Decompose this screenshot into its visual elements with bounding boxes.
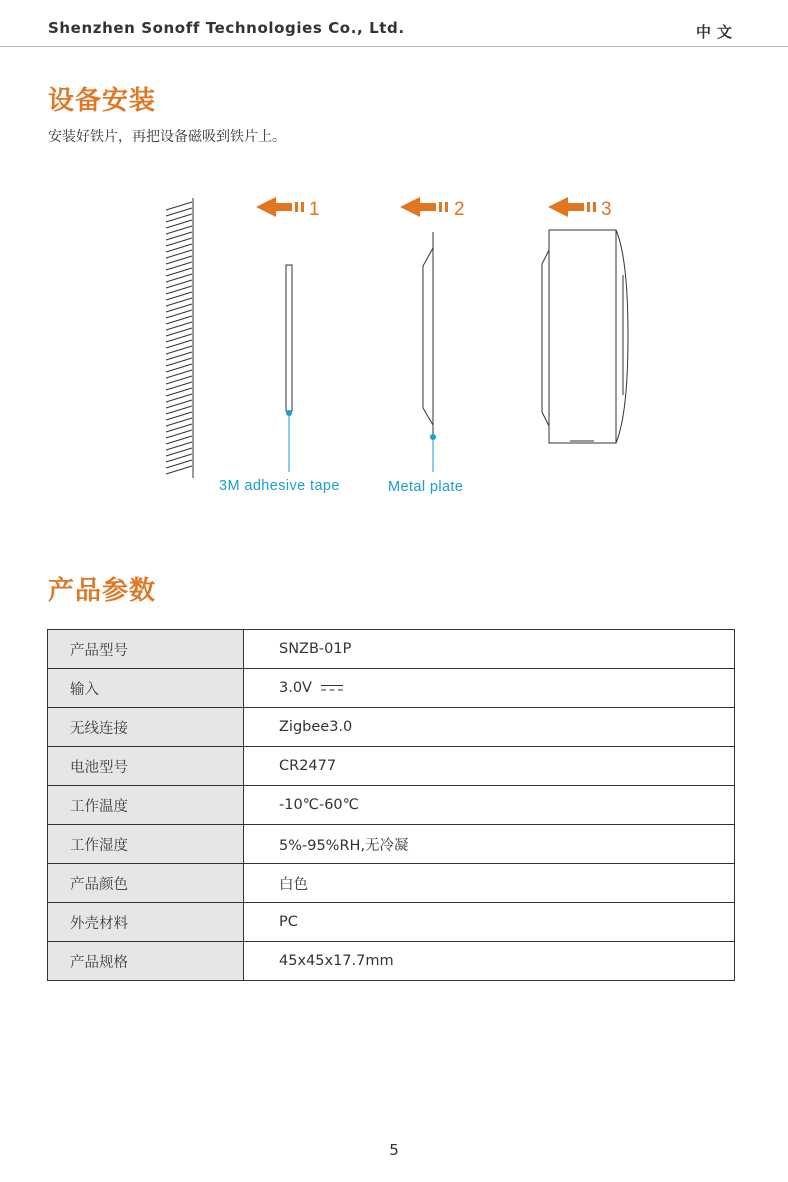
- wall-illustration: [166, 198, 193, 478]
- adhesive-tape-illustration: [286, 265, 292, 472]
- spec-value: CR2477: [244, 747, 735, 786]
- spec-label: 产品规格: [48, 942, 244, 981]
- adhesive-tape-label: 3M adhesive tape: [219, 478, 340, 494]
- table-row: [48, 669, 735, 708]
- spec-value: SNZB-01P: [244, 630, 735, 669]
- metal-plate-pointer-dot: [430, 434, 436, 440]
- specs-section-title: 产品参数: [48, 576, 157, 606]
- language-label: 中文: [695, 23, 738, 41]
- table-row: [48, 747, 735, 786]
- spec-value: 45x45x17.7mm: [244, 942, 735, 981]
- table-row: [48, 864, 735, 903]
- spec-label: 工作温度: [48, 786, 244, 825]
- spec-label: 电池型号: [48, 747, 244, 786]
- install-description: 安装好铁片，再把设备磁吸到铁片上。: [48, 129, 286, 145]
- spec-value: -10℃-60℃: [244, 786, 735, 825]
- step-2-arrow-icon: [400, 197, 448, 217]
- step-1-arrow-icon: [256, 197, 304, 217]
- spec-value: PC: [244, 903, 735, 942]
- step-2-number: 2: [454, 199, 465, 220]
- spec-label: 无线连接: [48, 708, 244, 747]
- spec-label: 输入: [48, 669, 244, 708]
- device-illustration: [542, 230, 628, 443]
- step-3-number: 3: [601, 199, 612, 220]
- spec-table: [47, 629, 735, 981]
- install-section-title: 设备安装: [48, 86, 157, 116]
- step-1-number: 1: [309, 199, 320, 220]
- spec-value: Zigbee3.0: [244, 708, 735, 747]
- dc-symbol-icon: [321, 684, 343, 692]
- installation-diagram-svg: [0, 180, 788, 510]
- spec-label: 产品型号: [48, 630, 244, 669]
- spec-value: 5%-95%RH,无冷凝: [244, 825, 735, 864]
- table-row: [48, 786, 735, 825]
- metal-plate-label: Metal plate: [388, 479, 464, 495]
- spec-label: 工作湿度: [48, 825, 244, 864]
- table-row: [48, 630, 735, 669]
- table-row: [48, 708, 735, 747]
- table-row: [48, 825, 735, 864]
- step-3-arrow-icon: [548, 197, 596, 217]
- company-name: Shenzhen Sonoff Technologies Co., Ltd.: [48, 19, 405, 37]
- spec-label: 产品颜色: [48, 864, 244, 903]
- table-row: [48, 903, 735, 942]
- spec-value: 3.0V: [279, 680, 312, 696]
- spec-label: 外壳材料: [48, 903, 244, 942]
- page-header: [0, 0, 788, 47]
- spec-value: 白色: [244, 864, 735, 903]
- page-number: 5: [389, 1141, 399, 1159]
- table-row: [48, 942, 735, 981]
- spec-value-cell: [244, 669, 735, 708]
